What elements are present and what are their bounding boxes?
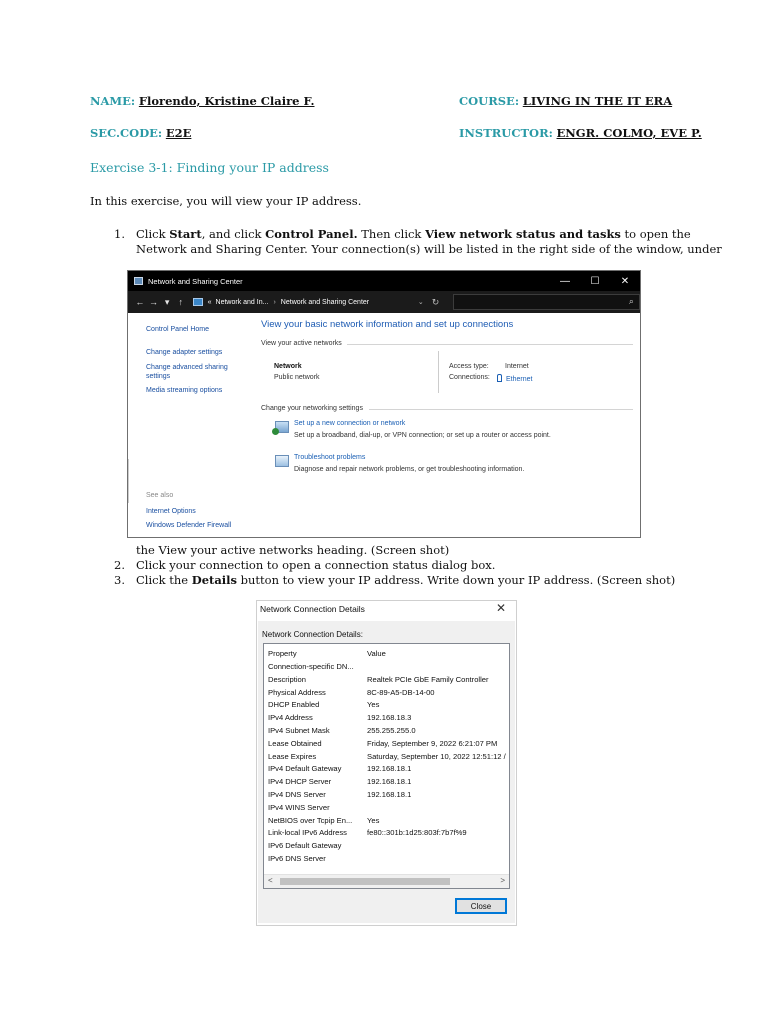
horizontal-scrollbar[interactable] <box>264 874 509 888</box>
path-segment-sharing-center[interactable]: Network and Sharing Center <box>280 298 370 306</box>
new-connection-icon <box>275 421 289 433</box>
detail-value: 8C-89-A5-DB-14-00 <box>367 687 435 697</box>
detail-value <box>367 841 509 854</box>
main-pane <box>261 313 641 538</box>
column-value[interactable]: Value <box>367 649 386 658</box>
step-3-text <box>136 573 675 587</box>
detail-row[interactable] <box>268 752 509 765</box>
network-name: Network <box>274 363 302 370</box>
pane-divider <box>128 459 129 503</box>
detail-property: Connection-specific DN... <box>268 662 354 671</box>
details-label: Network Connection Details: <box>262 630 363 639</box>
course-value: LIVING IN THE IT ERA <box>522 94 673 108</box>
course-field <box>459 94 672 108</box>
link-change-adapter-settings[interactable]: Change adapter settings <box>146 349 223 356</box>
troubleshoot-icon <box>275 455 289 467</box>
detail-row[interactable] <box>268 726 509 739</box>
detail-value: fe80::301b:1d25:803f:7b7f%9 <box>367 828 467 838</box>
minimize-button[interactable]: — <box>560 275 570 287</box>
exercise-intro: In this exercise, you will view your IP address. <box>90 194 362 208</box>
path-segment-network[interactable]: Network and In... <box>215 298 269 306</box>
link-change-advanced-sharing[interactable]: Change advanced sharing <box>146 364 228 371</box>
path-separator: › <box>273 298 276 306</box>
access-type-value: Internet <box>505 363 529 370</box>
close-dialog-button[interactable]: Close <box>455 898 507 914</box>
scroll-right-icon[interactable]: > <box>500 876 505 885</box>
detail-value <box>367 854 509 867</box>
name-label: NAME: <box>90 94 136 108</box>
step-3-details: Details <box>191 573 237 587</box>
detail-row[interactable] <box>268 854 509 867</box>
troubleshoot-desc: Diagnose and repair network problems, or get troubleshooting information. <box>294 466 525 473</box>
detail-property: NetBIOS over Tcpip En... <box>268 815 353 825</box>
scroll-left-icon[interactable]: < <box>268 876 273 885</box>
name-field <box>90 94 315 108</box>
details-rows <box>268 662 509 867</box>
detail-row[interactable] <box>268 675 509 688</box>
detail-value: 192.168.18.1 <box>367 777 412 787</box>
detail-value: 192.168.18.1 <box>367 764 412 774</box>
details-list[interactable] <box>263 643 510 889</box>
connections-label: Connections: <box>449 374 490 381</box>
step-3-text-a: Click the <box>136 573 192 587</box>
detail-row[interactable] <box>268 790 509 803</box>
detail-value: 192.168.18.3 <box>367 713 412 723</box>
dialog-close-icon[interactable]: ✕ <box>495 601 506 615</box>
detail-row[interactable] <box>268 841 509 854</box>
detail-property: IPv6 DNS Server <box>268 853 326 863</box>
instructor-value: ENGR. COLMO, EVE P. <box>556 126 702 140</box>
detail-row[interactable] <box>268 688 509 701</box>
instructor-label: INSTRUCTOR: <box>459 126 553 140</box>
detail-property: IPv4 DNS Server <box>268 789 326 799</box>
link-control-panel-home[interactable]: Control Panel Home <box>146 326 210 333</box>
active-networks-label: View your active networks <box>261 340 342 347</box>
detail-property: Lease Expires <box>268 751 317 761</box>
detail-property: IPv4 DHCP Server <box>268 777 332 787</box>
network-connection-details-dialog <box>256 600 517 926</box>
step-1-control-panel: Control Panel. <box>265 227 358 241</box>
details-header-row <box>268 646 509 662</box>
step-3-number: 3. <box>114 573 125 587</box>
scroll-thumb[interactable] <box>280 878 450 885</box>
network-type[interactable]: Public network <box>274 374 320 381</box>
detail-value: Friday, September 9, 2022 6:21:07 PM <box>367 738 498 748</box>
search-icon: ⌕ <box>628 296 634 306</box>
path-box[interactable] <box>193 294 432 310</box>
detail-value: 192.168.18.1 <box>367 789 412 799</box>
name-value: Florendo, Kristine Claire F. <box>138 94 315 108</box>
detail-property: IPv4 Address <box>268 713 313 723</box>
step-1-text-c: Then click <box>357 227 426 241</box>
dialog-title: Network Connection Details <box>260 604 365 614</box>
forward-arrow-icon[interactable]: → <box>148 297 158 307</box>
link-internet-options[interactable]: Internet Options <box>146 508 196 515</box>
link-windows-defender-firewall[interactable]: Windows Defender Firewall <box>146 522 232 529</box>
recent-dropdown-icon[interactable]: ▾ <box>164 296 170 307</box>
link-media-streaming[interactable]: Media streaming options <box>146 387 223 394</box>
step-1-line-1 <box>136 227 691 241</box>
detail-value: Realtek PCIe GbE Family Controller <box>367 674 489 684</box>
detail-value: Yes <box>367 815 380 825</box>
up-arrow-icon[interactable]: ↑ <box>178 297 184 307</box>
search-input[interactable] <box>453 294 640 310</box>
change-settings-label: Change your networking settings <box>261 405 363 412</box>
step-1-view-network-status: View network status and tasks <box>425 227 621 241</box>
close-button[interactable]: ✕ <box>620 275 630 287</box>
detail-row[interactable] <box>268 816 509 829</box>
access-type-label: Access type: <box>449 363 489 370</box>
set-up-connection-link[interactable]: Set up a new connection or network <box>294 420 406 427</box>
step-1-line-3: the View your active networks heading. (Screen shot) <box>136 543 450 557</box>
network-sharing-center-window <box>127 270 641 538</box>
step-2-text: Click your connection to open a connection status dialog box. <box>136 558 496 572</box>
column-property[interactable]: Property <box>268 649 297 658</box>
troubleshoot-link[interactable]: Troubleshoot problems <box>294 454 366 461</box>
step-1-line-2: Network and Sharing Center. Your connection(s) will be listed in the right side of the window, under <box>136 242 722 256</box>
step-2-number: 2. <box>114 558 125 572</box>
instructor-field <box>459 126 702 140</box>
ethernet-connection-link[interactable] <box>497 374 532 383</box>
step-1-text-d: to open the <box>620 227 691 241</box>
address-bar <box>128 291 640 313</box>
step-3-text-b: button to view your IP address. Write down your IP address. (Screen shot) <box>236 573 676 587</box>
divider <box>347 344 633 345</box>
ethernet-icon <box>497 374 502 382</box>
detail-row[interactable] <box>268 803 509 816</box>
left-pane <box>128 313 252 538</box>
detail-value: Yes <box>367 700 380 710</box>
step-1-start: Start <box>169 227 202 241</box>
path-lead: « <box>207 298 212 306</box>
detail-row[interactable] <box>268 700 509 713</box>
nsc-title: Network and Sharing Center <box>148 276 243 286</box>
control-panel-icon <box>193 298 203 306</box>
detail-property: IPv4 Default Gateway <box>268 764 342 774</box>
link-change-advanced-sharing-2[interactable]: settings <box>146 373 171 380</box>
detail-property: Lease Obtained <box>268 738 322 748</box>
detail-value: 255.255.255.0 <box>367 725 416 735</box>
step-1-text-b: , and click <box>201 227 266 241</box>
see-also-label: See also <box>146 492 174 499</box>
step-1-number: 1. <box>114 227 125 241</box>
detail-row[interactable] <box>268 713 509 726</box>
divider-2 <box>369 409 633 410</box>
detail-property: Physical Address <box>268 687 326 697</box>
detail-value <box>367 662 509 675</box>
detail-property: IPv4 Subnet Mask <box>268 725 330 735</box>
detail-row[interactable] <box>268 828 509 841</box>
back-arrow-icon[interactable]: ← <box>135 297 145 307</box>
detail-value: Saturday, September 10, 2022 12:51:12 / <box>367 751 506 761</box>
detail-property: Description <box>268 674 306 684</box>
sec-code-label: SEC.CODE: <box>90 126 163 140</box>
detail-property: Link-local IPv6 Address <box>268 828 347 838</box>
detail-property: IPv4 WINS Server <box>268 802 330 812</box>
maximize-button[interactable]: ☐ <box>590 275 600 287</box>
detail-row[interactable] <box>268 764 509 777</box>
course-label: COURSE: <box>459 94 520 108</box>
path-dropdown-icon[interactable]: ⌄ <box>417 299 424 306</box>
main-heading: View your basic network information and set up connections <box>261 319 514 330</box>
sec-code-value: E2E <box>165 126 192 140</box>
set-up-connection-desc: Set up a broadband, dial-up, or VPN connection; or set up a router or access point. <box>294 432 551 439</box>
step-1-text-a: Click <box>136 227 170 241</box>
connections-value: Ethernet <box>506 376 533 383</box>
detail-row[interactable] <box>268 777 509 790</box>
refresh-icon[interactable]: ↻ <box>431 296 440 307</box>
details-table <box>268 646 509 867</box>
nsc-titlebar <box>128 271 640 291</box>
dialog-body <box>258 621 515 923</box>
detail-value <box>367 803 509 816</box>
network-divider <box>438 351 439 393</box>
sec-code-field <box>90 126 191 140</box>
detail-row[interactable] <box>268 739 509 752</box>
exercise-title: Exercise 3-1: Finding your IP address <box>90 160 329 175</box>
network-center-icon <box>134 277 143 285</box>
detail-property: IPv6 Default Gateway <box>268 841 342 851</box>
detail-row[interactable] <box>268 662 509 675</box>
detail-property: DHCP Enabled <box>268 700 320 710</box>
